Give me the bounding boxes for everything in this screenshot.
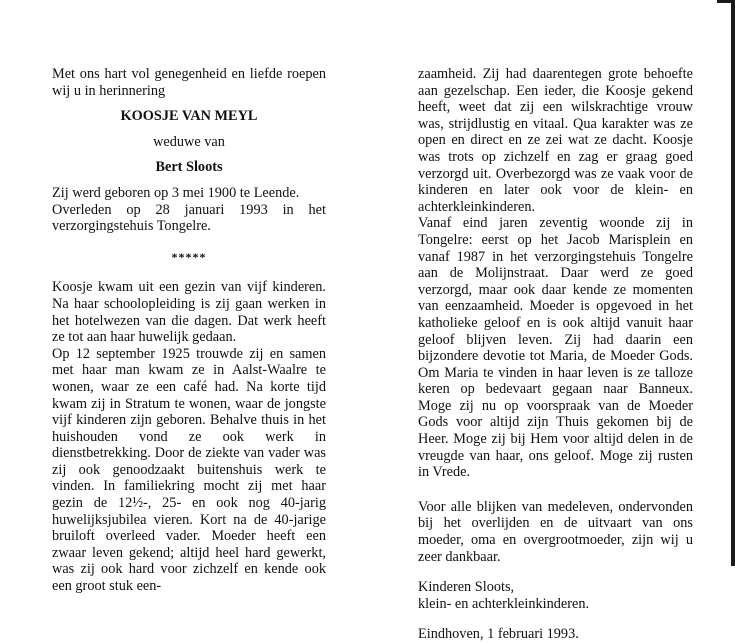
death-text: Overleden op 28 januari 1993 in het verzorgingstehuis Tongelre. [52, 201, 326, 235]
right-column [418, 66, 693, 643]
left-column [52, 66, 326, 595]
intro-text: Met ons hart vol genegenheid en liefde roepen wij u in herinnering [52, 66, 326, 99]
place-date: Eindhoven, 1 februari 1993. [418, 626, 579, 643]
husband-name: Bert Sloots [155, 159, 223, 176]
separator-stars: ***** [171, 249, 207, 264]
birth-text: Zij werd geboren op 3 mei 1900 te Leende. [52, 184, 300, 201]
widow-of-text: weduwe van [153, 133, 225, 150]
biography-paragraph-3: zaamheid. Zij had daarentegen grote behoefte aan gezelschap. Een ieder, die Koosje gekend heeft, weet dat zij een wilskrachtige vrouw was, strijdlustig en vitaal. Qua karakter was ze open en direct en ze zei wat ze dacht. Koosje was trots op zichzelf en zag er graag goed verzorgd uit. Overbezorgd was ze vaak voor de kinderen en later ook voor de klein- en achterkleinkinderen. [418, 66, 693, 215]
biography-paragraph-4: Vanaf eind jaren zeventig woonde zij in Tongelre: eerst op het Jacob Marisplein en vanaf 1987 in het verzorgingstehuis Tongelre aan de Molijnstraat. Daar werd ze goed verzorgd, maar ook daar kende ze momenten van eenzaamheid. Moeder is opgevoed in het katholieke geloof en is ook altijd vanuit haar geloof blijven leven. Zij had daarin een bijzondere devotie tot Maria, de Moeder Gods. Om Maria te vinden in haar leven is ze talloze keren op bedevaart gegaan naar Banneux. Moge zij nu op voorspraak van de Moeder Gods voor altijd zijn Thuis gekomen bij de Heer. Moge zij bij Hem voor altijd delen in de vreugde van haar, ons geloof. Moge zij rusten in Vrede. [418, 215, 693, 481]
thanks-text: Voor alle blijken van medeleven, ondervonden bij het overlijden en de uitvaart van ons moeder, oma en overgrootmoeder, zijn wij u zeer dankbaar. [418, 498, 693, 565]
signature-line-2: klein- en achterkleinkinderen. [418, 595, 590, 612]
card-corner-mark [717, 0, 735, 3]
signature-line-1: Kinderen Sloots, [418, 579, 515, 596]
biography-paragraph-2: Op 12 september 1925 trouwde zij en samen met haar man kwam ze in Aalst-Waalre te wonen, waar ze een café had. Na korte tijd kwam zij in Stratum te wonen, waar de jongste vijf kinderen zijn geboren. Behalve thuis in het huishouden vond ze ook werk in dienstbetrekking. Door de ziekte van vader was zij ook genoodzaakt buitenshuis werk te vinden. In familiekring mocht zij met haar gezin de 12½-, 25- en ook nog 40-jarig huwelijksjubilea vieren. Kort na de 40-jarige bruiloft overleed vader. Moeder heeft een zwaar leven gekend; altijd heel hard gewerkt, was zij ook hard voor zichzelf en kende ook een groot stuk een- [52, 345, 326, 595]
card-edge-border [731, 0, 735, 566]
deceased-name: KOOSJE VAN MEYL [120, 108, 258, 125]
biography-paragraph-1: Koosje kwam uit een gezin van vijf kinderen. Na haar schoolopleiding is zij gaan werken in het hotelwezen van die dagen. Dat werk heeft ze tot aan haar huwelijk gedaan. [52, 279, 326, 346]
